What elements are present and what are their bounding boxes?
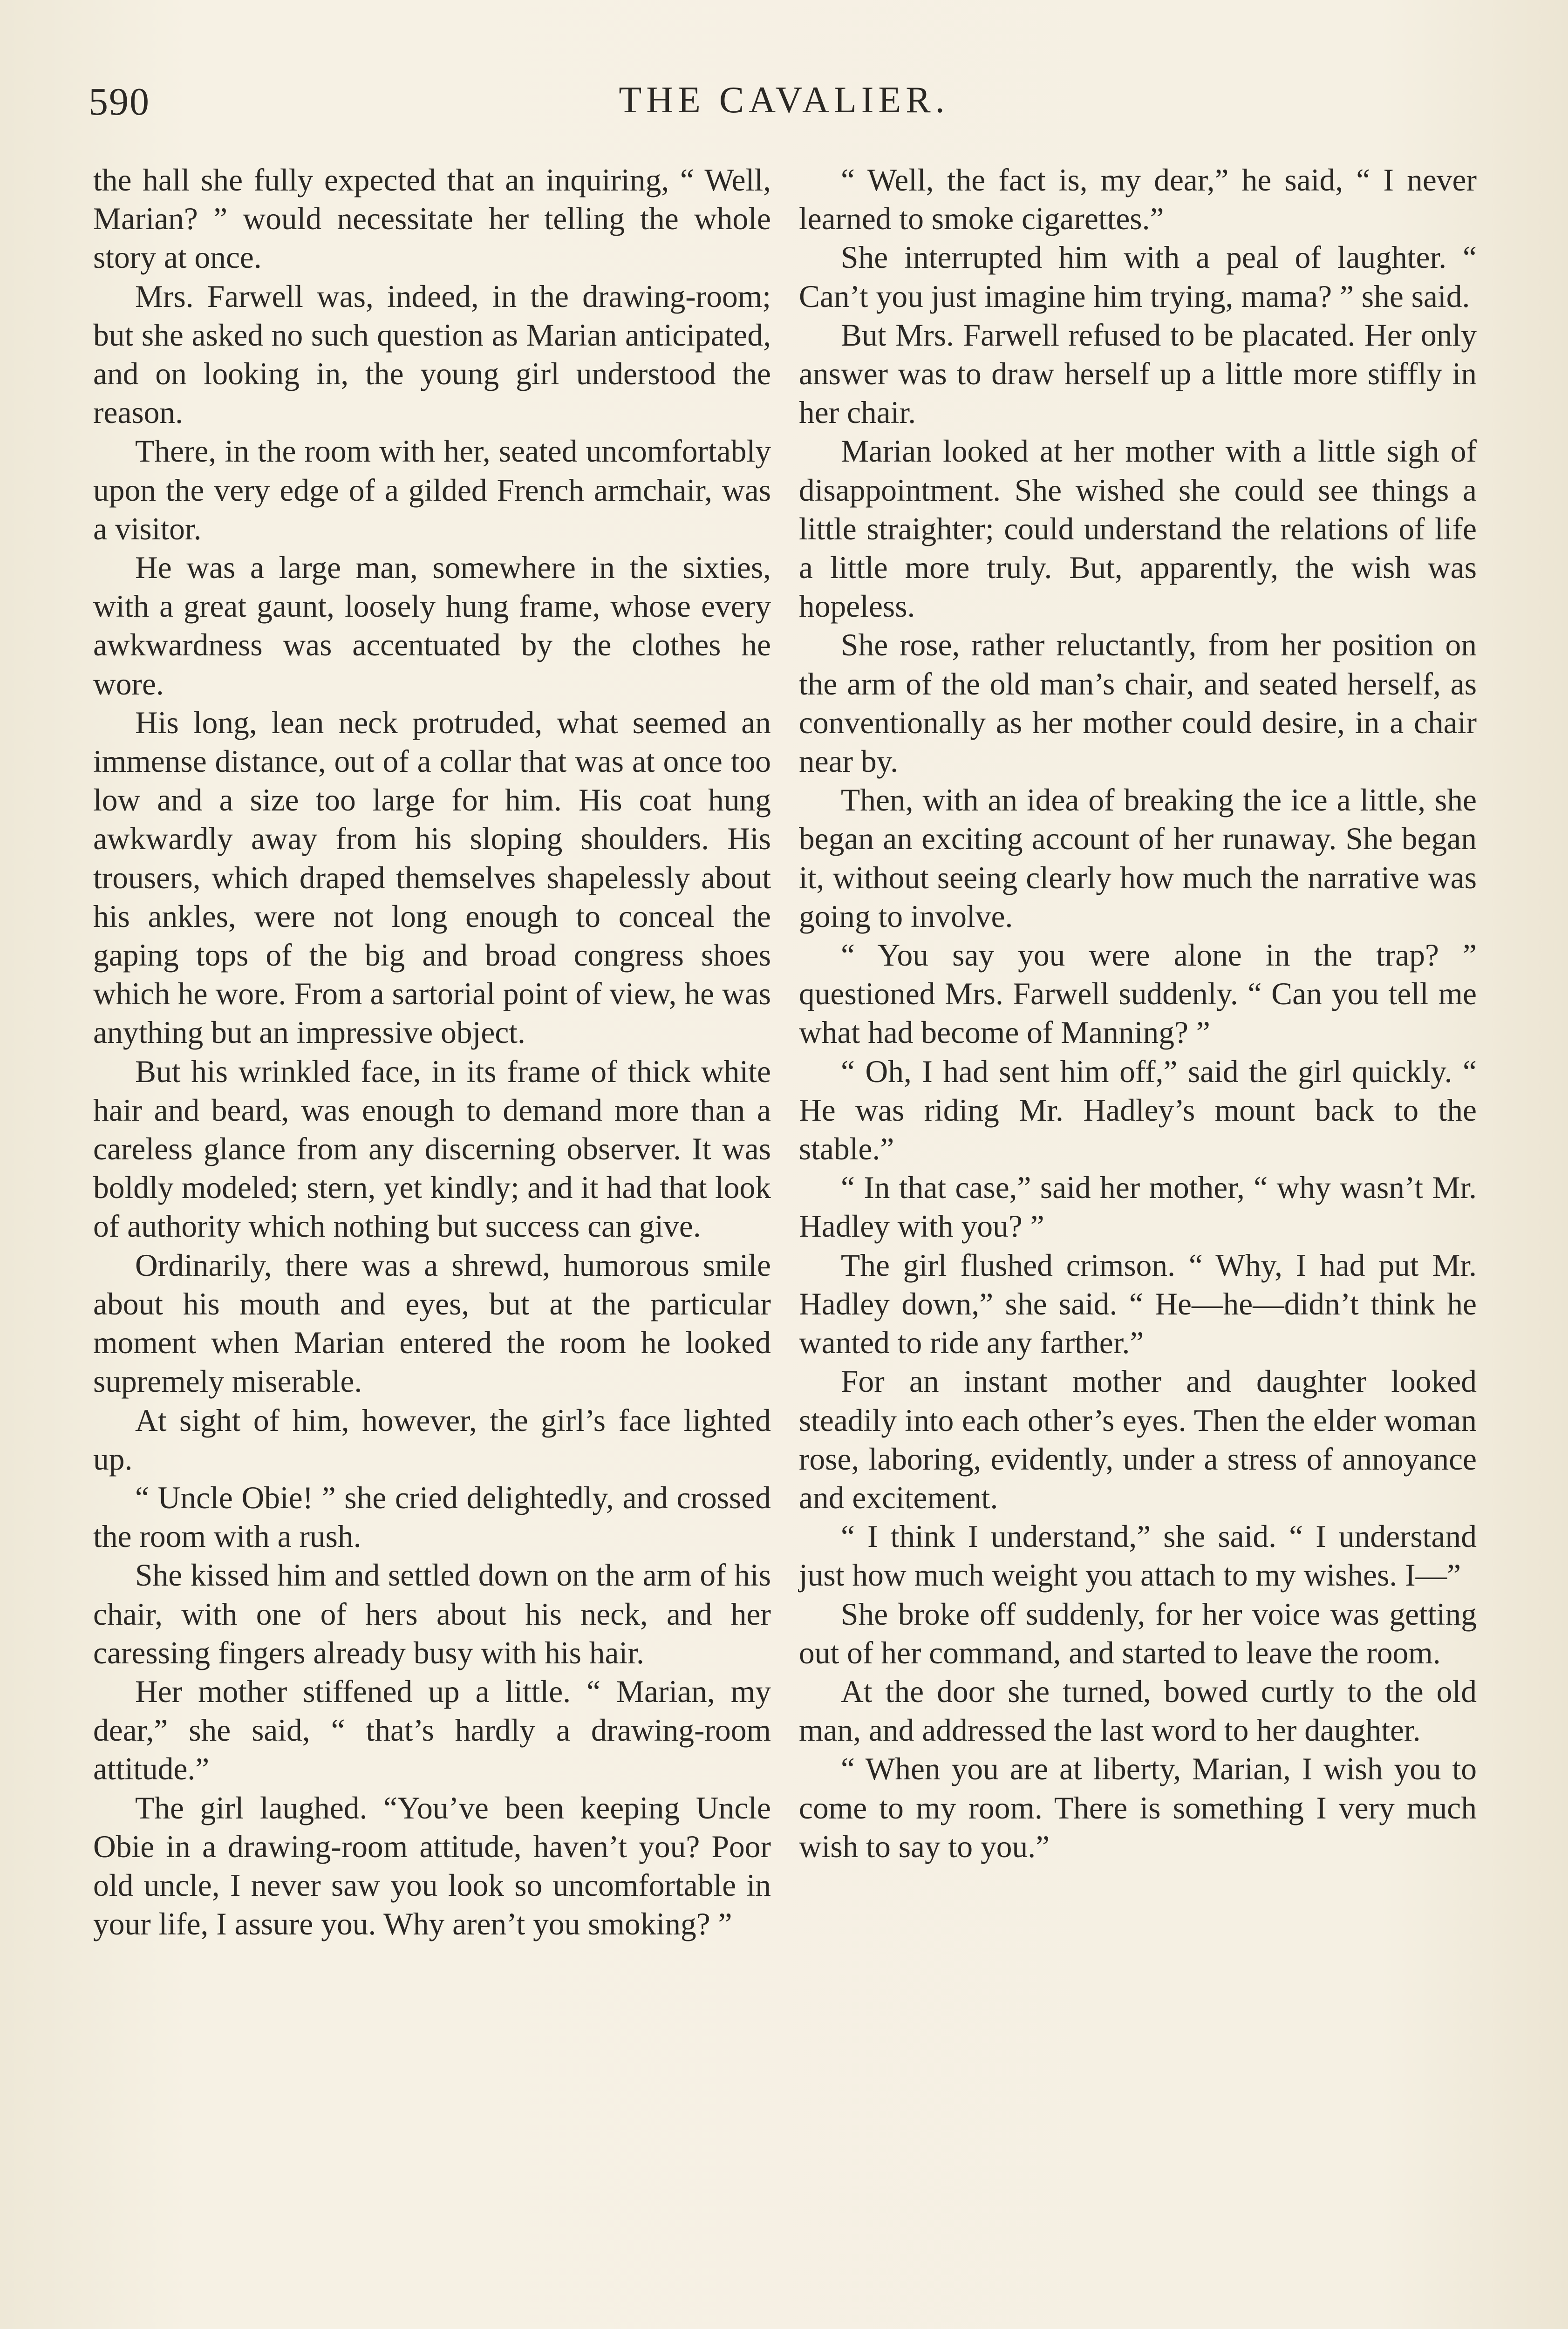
right-column [799, 161, 1477, 1866]
page-header [0, 79, 1568, 130]
paragraph: “ When you are at liberty, Marian, I wish you to come to my room. There is something I very much wish to say to you.” [799, 1751, 1477, 1864]
paragraph: the hall she fully expected that an inquiring, “ Well, Marian? ” would necessitate her telling the whole story at once. [93, 163, 771, 275]
paragraph: “ Uncle Obie! ” she cried delightedly, and crossed the room with a rush. [93, 1480, 771, 1554]
paragraph: At sight of him, however, the girl’s face lighted up. [93, 1403, 771, 1477]
running-title: THE CAVALIER. [619, 80, 949, 121]
paragraph: “ Oh, I had sent him off,” said the girl quickly. “ He was riding Mr. Hadley’s mount back to the stable.” [799, 1054, 1477, 1167]
paragraph: At the door she turned, bowed curtly to the old man, and addressed the last word to her daughter. [799, 1674, 1477, 1748]
paragraph: He was a large man, somewhere in the sixties, with a great gaunt, loosely hung frame, whose every awkwardness was accentuated by the clothes he wore. [93, 550, 771, 701]
paragraph: “ Well, the fact is, my dear,” he said, “ I never learned to smoke cigarettes.” [799, 163, 1477, 237]
paragraph: The girl laughed. “You’ve been keeping Uncle Obie in a drawing-room attitude, haven’t you? Poor old uncle, I never saw you look so uncomfortable in your life, I assure you. Why aren’t you smoking? ” [93, 1790, 771, 1942]
paragraph: The girl flushed crimson. “ Why, I had put Mr. Hadley down,” she said. “ He—he—didn’t think he wanted to ride any farther.” [799, 1247, 1477, 1361]
paragraph: “ I think I understand,” she said. “ I understand just how much weight you attach to my wishes. I—” [799, 1519, 1477, 1593]
paragraph: But his wrinkled face, in its frame of thick white hair and beard, was enough to demand more than a careless glance from any discerning observer. It was boldly modeled; stern, yet kindly; and it had that look of authority which nothing but success can give. [93, 1054, 771, 1244]
paragraph: For an instant mother and daughter looked steadily into each other’s eyes. Then the elder woman rose, laboring, evidently, under a stress of annoyance and excitement. [799, 1364, 1477, 1515]
paragraph: She broke off suddenly, for her voice was getting out of her command, and started to leave the room. [799, 1596, 1477, 1670]
paragraph: But Mrs. Farwell refused to be placated. Her only answer was to draw herself up a little more stiffly in her chair. [799, 317, 1477, 430]
paragraph: “ You say you were alone in the trap? ” questioned Mrs. Farwell suddenly. “ Can you tell me what had become of Manning? ” [799, 938, 1477, 1050]
paragraph: Ordinarily, there was a shrewd, humorous smile about his mouth and eyes, but at the particular moment when Marian entered the room he looked supremely miserable. [93, 1247, 771, 1399]
left-column [93, 161, 771, 1943]
paragraph: Her mother stiffened up a little. “ Marian, my dear,” she said, “ that’s hardly a drawing-room attitude.” [93, 1674, 771, 1787]
paragraph: She kissed him and settled down on the arm of his chair, with one of hers about his neck, and her caressing fingers already busy with his hair. [93, 1558, 771, 1670]
paragraph: Then, with an idea of breaking the ice a little, she began an exciting account of her runaway. She began it, without seeing clearly how much the narrative was going to involve. [799, 783, 1477, 934]
paragraph: Marian looked at her mother with a little sigh of disappointment. She wished she could see things a little straighter; could understand the relations of life a little more truly. But, apparently, the wish was hopeless. [799, 434, 1477, 624]
paragraph: Mrs. Farwell was, indeed, in the drawing-room; but she asked no such question as Marian anticipated, and on looking in, the young girl understood the reason. [93, 279, 771, 430]
paragraph: There, in the room with her, seated uncomfortably upon the very edge of a gilded French armchair, was a visitor. [93, 434, 771, 546]
paragraph: She rose, rather reluctantly, from her position on the arm of the old man’s chair, and seated herself, as conventionally as her mother could desire, in a chair near by. [799, 627, 1477, 779]
page-number: 590 [89, 80, 150, 123]
paragraph: She interrupted him with a peal of laughter. “ Can’t you just imagine him trying, mama? ” she said. [799, 240, 1477, 314]
paragraph: His long, lean neck protruded, what seemed an immense distance, out of a collar that was at once too low and a size too large for him. His coat hung awkwardly away from his sloping shoulders. His trousers, which draped themselves shapelessly about his ankles, were not long enough to conceal the gaping tops of the big and broad congress shoes which he wore. From a sartorial point of view, he was anything but an impressive object. [93, 705, 771, 1050]
paragraph: “ In that case,” said her mother, “ why wasn’t Mr. Hadley with you? ” [799, 1170, 1477, 1244]
